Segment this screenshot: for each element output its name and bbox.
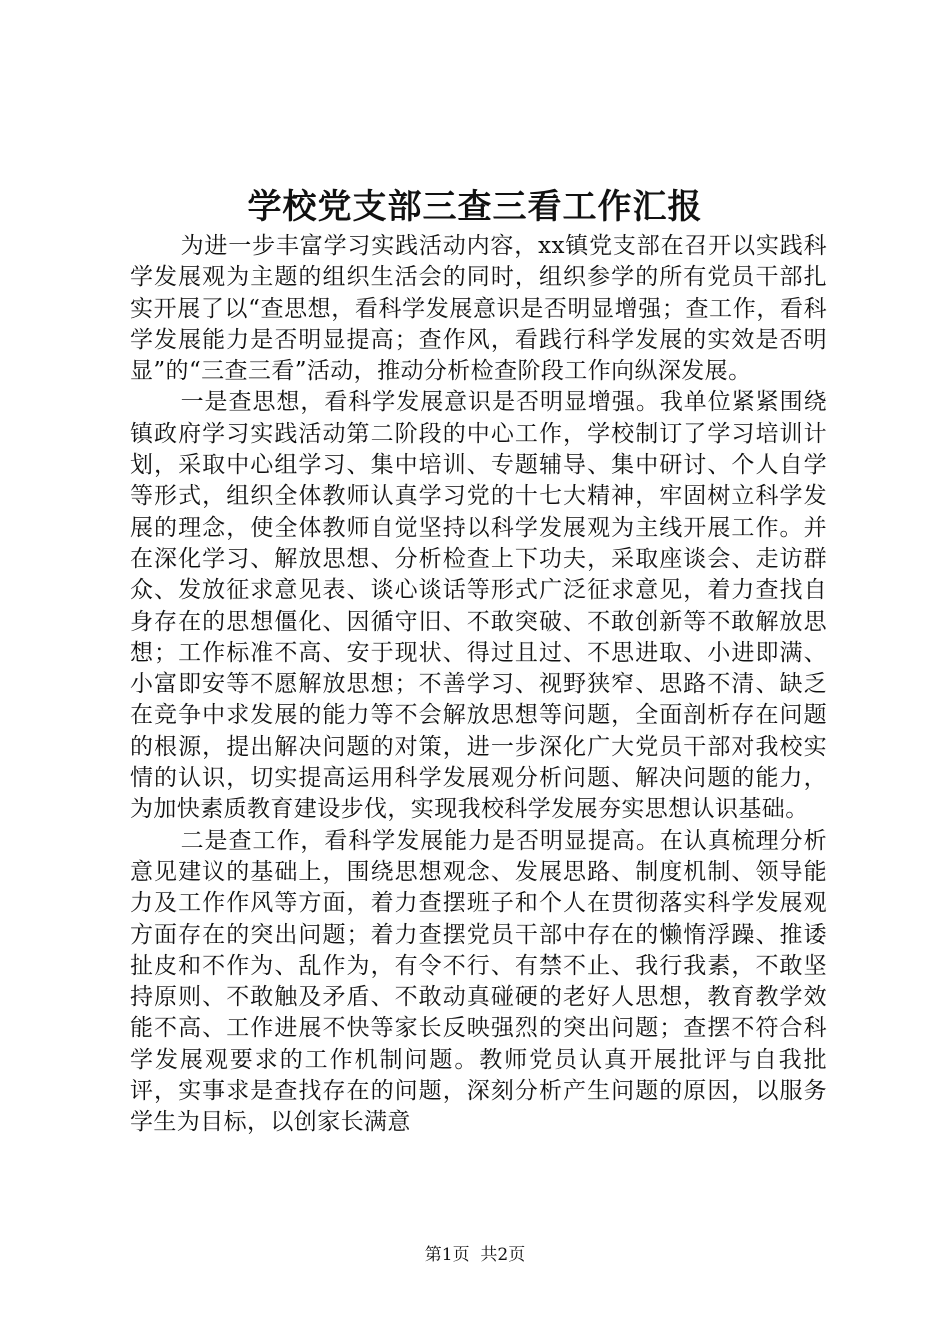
page-total: 共2页	[480, 1245, 526, 1265]
paragraph-intro: 为进一步丰富学习实践活动内容，xx镇党支部在召开以实践科学发展观为主题的组织生活会的同时，组织参学的所有党员干部扎实开展了以“查思想，看科学发展意识是否明显增强；查工作，看科学发展能力是否明显提高；查作风，看践行科学发展的实效是否明显”的“三查三看”活动，推动分析检查阶段工作向纵深发展。	[130, 233, 827, 385]
document-body	[130, 231, 827, 1139]
page-number: 第1页	[424, 1245, 470, 1265]
paragraph-check-work: 二是查工作，看科学发展能力是否明显提高。在认真梳理分析意见建议的基础上，围绕思想观念、发展思路、制度机制、领导能力及工作作风等方面，着力查摆班子和个人在贯彻落实科学发展观方面存在的突出问题；着力查摆党员干部中存在的懒惰浮躁、推诿扯皮和不作为、乱作为，有令不行、有禁不止、我行我素，不敢坚持原则、不敢触及矛盾、不敢动真碰硬的老好人思想，教育教学效能不高、工作进展不快等家长反映强烈的突出问题；查摆不符合科学发展观要求的工作机制问题。教师党员认真开展批评与自我批评，实事求是查找存在的问题，深刻分析产生问题的原因，以服务学生为目标，以创家长满意	[130, 827, 827, 1136]
footer-spacer	[470, 1245, 481, 1265]
page-footer	[0, 1244, 950, 1266]
paragraph-check-thinking: 一是查思想，看科学发展意识是否明显增强。我单位紧紧围绕镇政府学习实践活动第二阶段的中心工作，学校制订了学习培训计划，采取中心组学习、集中培训、专题辅导、集中研讨、个人自学等形式，组织全体教师认真学习党的十七大精神，牢固树立科学发展的理念，使全体教师自觉坚持以科学发展观为主线开展工作。并在深化学习、解放思想、分析检查上下功夫，采取座谈会、走访群众、发放征求意见表、谈心谈话等形式广泛征求意见，着力查找自身存在的思想僵化、因循守旧、不敢突破、不敢创新等不敢解放思想；工作标准不高、安于现状、得过且过、不思进取、小进即满、小富即安等不愿解放思想；不善学习、视野狭窄、思路不清、缺乏在竞争中求发展的能力等不会解放思想等问题，全面剖析存在问题的根源，提出解决问题的对策，进一步深化广大党员干部对我校实情的认识，切实提高运用科学发展观分析问题、解决问题的能力，为加快素质教育建设步伐，实现我校科学发展夯实思想认识基础。	[130, 389, 827, 823]
document-title: 学校党支部三查三看工作汇报	[247, 187, 703, 227]
